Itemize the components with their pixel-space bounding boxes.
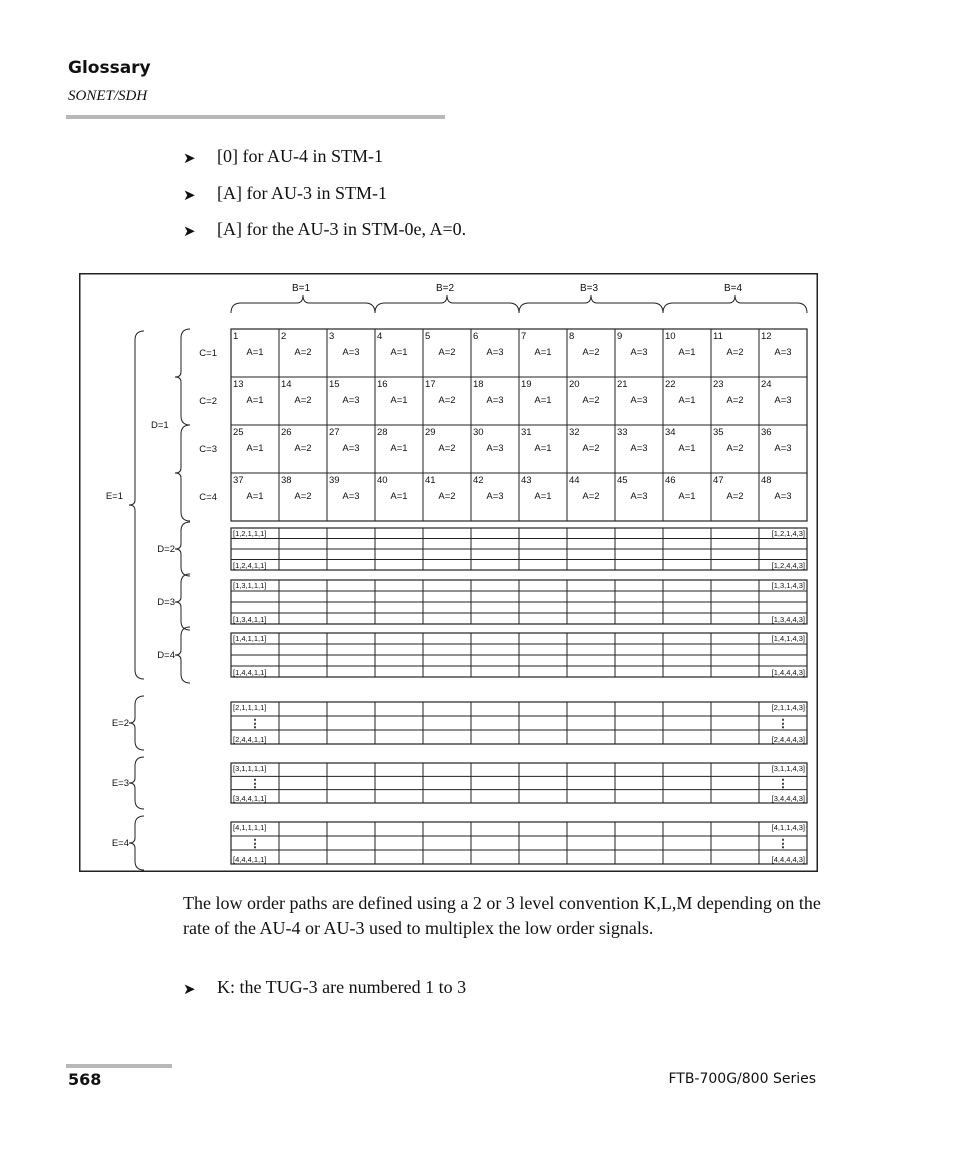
cell-number: 29 bbox=[425, 427, 436, 438]
cell-number: 40 bbox=[377, 475, 388, 486]
cell-a-label: A=1 bbox=[246, 395, 264, 406]
c-row-label: C=4 bbox=[199, 492, 217, 503]
e-group-label: E=1 bbox=[105, 491, 123, 502]
arrow-bullet-icon: ➤ bbox=[183, 151, 196, 167]
bullet-text: [A] for the AU-3 in STM-0e, A=0. bbox=[217, 219, 467, 239]
block-label-bl: [4,4,4,1,1] bbox=[233, 855, 267, 864]
cell-number: 8 bbox=[569, 331, 575, 342]
cell-a-label: A=1 bbox=[390, 491, 408, 502]
b-group-label: B=1 bbox=[291, 283, 311, 294]
arrow-bullet-icon: ➤ bbox=[183, 187, 196, 204]
c-row-label: C=3 bbox=[199, 444, 217, 455]
cell-number: 30 bbox=[473, 427, 484, 438]
cell-a-label: A=2 bbox=[726, 443, 744, 454]
block-label-bl: [1,3,4,1,1] bbox=[233, 615, 267, 624]
cell-a-label: A=3 bbox=[630, 347, 648, 358]
cell-a-label: A=1 bbox=[246, 443, 264, 454]
c-row-label: C=1 bbox=[199, 348, 217, 359]
cell-number: 32 bbox=[569, 427, 580, 438]
cell-number: 38 bbox=[281, 475, 292, 486]
cell-number: 25 bbox=[233, 427, 244, 438]
cell-number: 18 bbox=[473, 379, 484, 390]
d-group-label: D=1 bbox=[151, 420, 169, 431]
cell-number: 11 bbox=[713, 331, 723, 342]
cell-number: 20 bbox=[569, 379, 580, 390]
cell-number: 22 bbox=[665, 379, 676, 390]
block-label-br: [1,3,4,4,3] bbox=[771, 615, 805, 624]
cell-number: 13 bbox=[233, 379, 244, 390]
block-label-tr: [1,2,1,4,3] bbox=[771, 529, 805, 538]
cell-a-label: A=3 bbox=[774, 395, 792, 406]
cell-a-label: A=3 bbox=[630, 491, 648, 502]
cell-a-label: A=3 bbox=[486, 443, 504, 454]
cell-number: 42 bbox=[473, 475, 484, 486]
cell-number: 24 bbox=[761, 379, 772, 390]
block-label-tr: [2,1,1,4,3] bbox=[771, 703, 805, 712]
cell-a-label: A=1 bbox=[246, 491, 264, 502]
cell-a-label: A=2 bbox=[294, 395, 312, 406]
b-group-label: B=2 bbox=[435, 283, 455, 294]
cell-number: 46 bbox=[665, 475, 676, 486]
cell-a-label: A=2 bbox=[726, 347, 744, 358]
block-label-bl: [1,4,4,1,1] bbox=[233, 668, 267, 677]
block-label-tr: [4,1,1,4,3] bbox=[771, 823, 805, 832]
ellipsis-mark: ⋮ bbox=[777, 778, 789, 790]
cell-a-label: A=3 bbox=[486, 395, 504, 406]
cell-number: 37 bbox=[233, 475, 244, 486]
cell-number: 2 bbox=[281, 331, 287, 342]
cell-a-label: A=2 bbox=[438, 491, 456, 502]
cell-a-label: A=1 bbox=[678, 443, 696, 454]
cell-number: 6 bbox=[473, 331, 479, 342]
cell-a-label: A=3 bbox=[774, 443, 792, 454]
ellipsis-mark: ⋮ bbox=[249, 838, 261, 850]
cell-a-label: A=3 bbox=[342, 491, 360, 502]
cell-a-label: A=3 bbox=[630, 443, 648, 454]
cell-number: 27 bbox=[329, 427, 340, 438]
bullet-text: [A] for AU-3 in STM-1 bbox=[217, 182, 387, 203]
ellipsis-mark: ⋮ bbox=[777, 718, 789, 730]
cell-a-label: A=1 bbox=[534, 443, 552, 454]
cell-number: 39 bbox=[329, 475, 340, 486]
bullet-text: [0] for AU-4 in STM-1 bbox=[217, 146, 383, 166]
cell-number: 5 bbox=[425, 331, 431, 342]
block-label-br: [1,4,4,4,3] bbox=[771, 668, 805, 677]
cell-a-label: A=1 bbox=[534, 347, 552, 358]
cell-a-label: A=1 bbox=[678, 491, 696, 502]
cell-a-label: A=1 bbox=[246, 347, 264, 358]
sdh-numbering-diagram bbox=[79, 273, 818, 872]
cell-number: 19 bbox=[521, 379, 532, 390]
cell-a-label: A=1 bbox=[678, 347, 696, 358]
cell-a-label: A=1 bbox=[390, 395, 408, 406]
body-paragraph: The low order paths are defined using a 2 or 3 level convention K,L,M depending on the rate of the AU-4 or AU-3 used to multiplex the low order signals. bbox=[183, 893, 821, 938]
header-rule bbox=[66, 115, 445, 119]
ellipsis-mark: ⋮ bbox=[777, 838, 789, 850]
cell-a-label: A=3 bbox=[774, 491, 792, 502]
cell-a-label: A=2 bbox=[726, 395, 744, 406]
group-label: E=4 bbox=[111, 838, 129, 849]
cell-number: 34 bbox=[665, 427, 676, 438]
cell-a-label: A=1 bbox=[678, 395, 696, 406]
footer-rule bbox=[66, 1064, 172, 1068]
group-label: D=2 bbox=[157, 544, 175, 555]
cell-a-label: A=1 bbox=[534, 491, 552, 502]
cell-a-label: A=3 bbox=[342, 347, 360, 358]
ellipsis-mark: ⋮ bbox=[249, 778, 261, 790]
cell-a-label: A=2 bbox=[438, 395, 456, 406]
cell-a-label: A=3 bbox=[342, 395, 360, 406]
group-label: D=4 bbox=[157, 650, 175, 661]
cell-a-label: A=3 bbox=[486, 347, 504, 358]
block-label-br: [1,2,4,4,3] bbox=[771, 561, 805, 570]
block-label-tr: [1,4,1,4,3] bbox=[771, 634, 805, 643]
page-number: 568 bbox=[68, 1070, 102, 1089]
bullet-item bbox=[183, 146, 466, 183]
bullet-item bbox=[183, 219, 466, 256]
cell-a-label: A=3 bbox=[342, 443, 360, 454]
block-label-tr: [1,3,1,4,3] bbox=[771, 581, 805, 590]
group-label: D=3 bbox=[157, 597, 175, 608]
block-label-bl: [1,2,4,1,1] bbox=[233, 561, 267, 570]
cell-number: 21 bbox=[617, 379, 628, 390]
cell-a-label: A=1 bbox=[390, 347, 408, 358]
block-label-tl: [1,3,1,1,1] bbox=[233, 581, 267, 590]
cell-number: 14 bbox=[281, 379, 292, 390]
section-title: Glossary bbox=[68, 58, 151, 78]
cell-number: 26 bbox=[281, 427, 292, 438]
cell-number: 33 bbox=[617, 427, 628, 438]
block-label-br: [3,4,4,4,3] bbox=[771, 794, 805, 803]
cell-number: 41 bbox=[425, 475, 436, 486]
block-label-tl: [4,1,1,1,1] bbox=[233, 823, 267, 832]
cell-number: 17 bbox=[425, 379, 436, 390]
bullet-item bbox=[183, 977, 466, 999]
c-row-label: C=2 bbox=[199, 396, 217, 407]
cell-number: 9 bbox=[617, 331, 623, 342]
cell-a-label: A=2 bbox=[582, 491, 600, 502]
cell-a-label: A=3 bbox=[630, 395, 648, 406]
cell-a-label: A=1 bbox=[390, 443, 408, 454]
cell-number: 4 bbox=[377, 331, 383, 342]
block-label-bl: [3,4,4,1,1] bbox=[233, 794, 267, 803]
b-group-label: B=3 bbox=[579, 283, 599, 294]
block-label-tl: [3,1,1,1,1] bbox=[233, 764, 267, 773]
arrow-bullet-icon: ➤ bbox=[183, 982, 196, 998]
group-label: E=2 bbox=[111, 718, 129, 729]
cell-a-label: A=1 bbox=[534, 395, 552, 406]
block-label-tl: [2,1,1,1,1] bbox=[233, 703, 267, 712]
block-label-tl: [1,2,1,1,1] bbox=[233, 529, 267, 538]
cell-a-label: A=3 bbox=[486, 491, 504, 502]
cell-a-label: A=2 bbox=[438, 347, 456, 358]
cell-a-label: A=2 bbox=[726, 491, 744, 502]
cell-a-label: A=2 bbox=[582, 443, 600, 454]
product-series: FTB-700G/800 Series bbox=[668, 1071, 816, 1087]
cell-number: 44 bbox=[569, 475, 580, 486]
bullet-text: K: the TUG-3 are numbered 1 to 3 bbox=[217, 977, 467, 997]
cell-a-label: A=2 bbox=[438, 443, 456, 454]
arrow-bullet-icon: ➤ bbox=[183, 224, 196, 240]
cell-number: 1 bbox=[233, 331, 239, 342]
ellipsis-mark: ⋮ bbox=[249, 718, 261, 730]
cell-number: 31 bbox=[521, 427, 532, 438]
block-label-bl: [2,4,4,1,1] bbox=[233, 735, 267, 744]
cell-a-label: A=2 bbox=[294, 443, 312, 454]
cell-number: 35 bbox=[713, 427, 724, 438]
cell-number: 45 bbox=[617, 475, 628, 486]
cell-number: 43 bbox=[521, 475, 532, 486]
cell-number: 7 bbox=[521, 331, 527, 342]
cell-a-label: A=2 bbox=[582, 347, 600, 358]
cell-number: 48 bbox=[761, 475, 772, 486]
cell-number: 16 bbox=[377, 379, 388, 390]
cell-a-label: A=2 bbox=[294, 491, 312, 502]
cell-number: 47 bbox=[713, 475, 724, 486]
cell-number: 15 bbox=[329, 379, 340, 390]
b-group-label: B=4 bbox=[723, 283, 743, 294]
block-label-br: [2,4,4,4,3] bbox=[771, 735, 805, 744]
cell-a-label: A=2 bbox=[582, 395, 600, 406]
block-label-br: [4,4,4,4,3] bbox=[771, 855, 805, 864]
cell-number: 12 bbox=[761, 331, 772, 342]
group-label: E=3 bbox=[111, 778, 129, 789]
cell-number: 10 bbox=[665, 331, 676, 342]
block-label-tl: [1,4,1,1,1] bbox=[233, 634, 267, 643]
cell-a-label: A=2 bbox=[294, 347, 312, 358]
bullet-item bbox=[183, 183, 466, 220]
cell-number: 3 bbox=[329, 331, 335, 342]
block-label-tr: [3,1,1,4,3] bbox=[771, 764, 805, 773]
cell-a-label: A=3 bbox=[774, 347, 792, 358]
bullet-list-top bbox=[183, 146, 466, 256]
section-subtitle: SONET/SDH bbox=[68, 88, 148, 104]
cell-number: 23 bbox=[713, 379, 724, 390]
cell-number: 28 bbox=[377, 427, 388, 438]
cell-number: 36 bbox=[761, 427, 772, 438]
figure-border bbox=[80, 274, 818, 872]
